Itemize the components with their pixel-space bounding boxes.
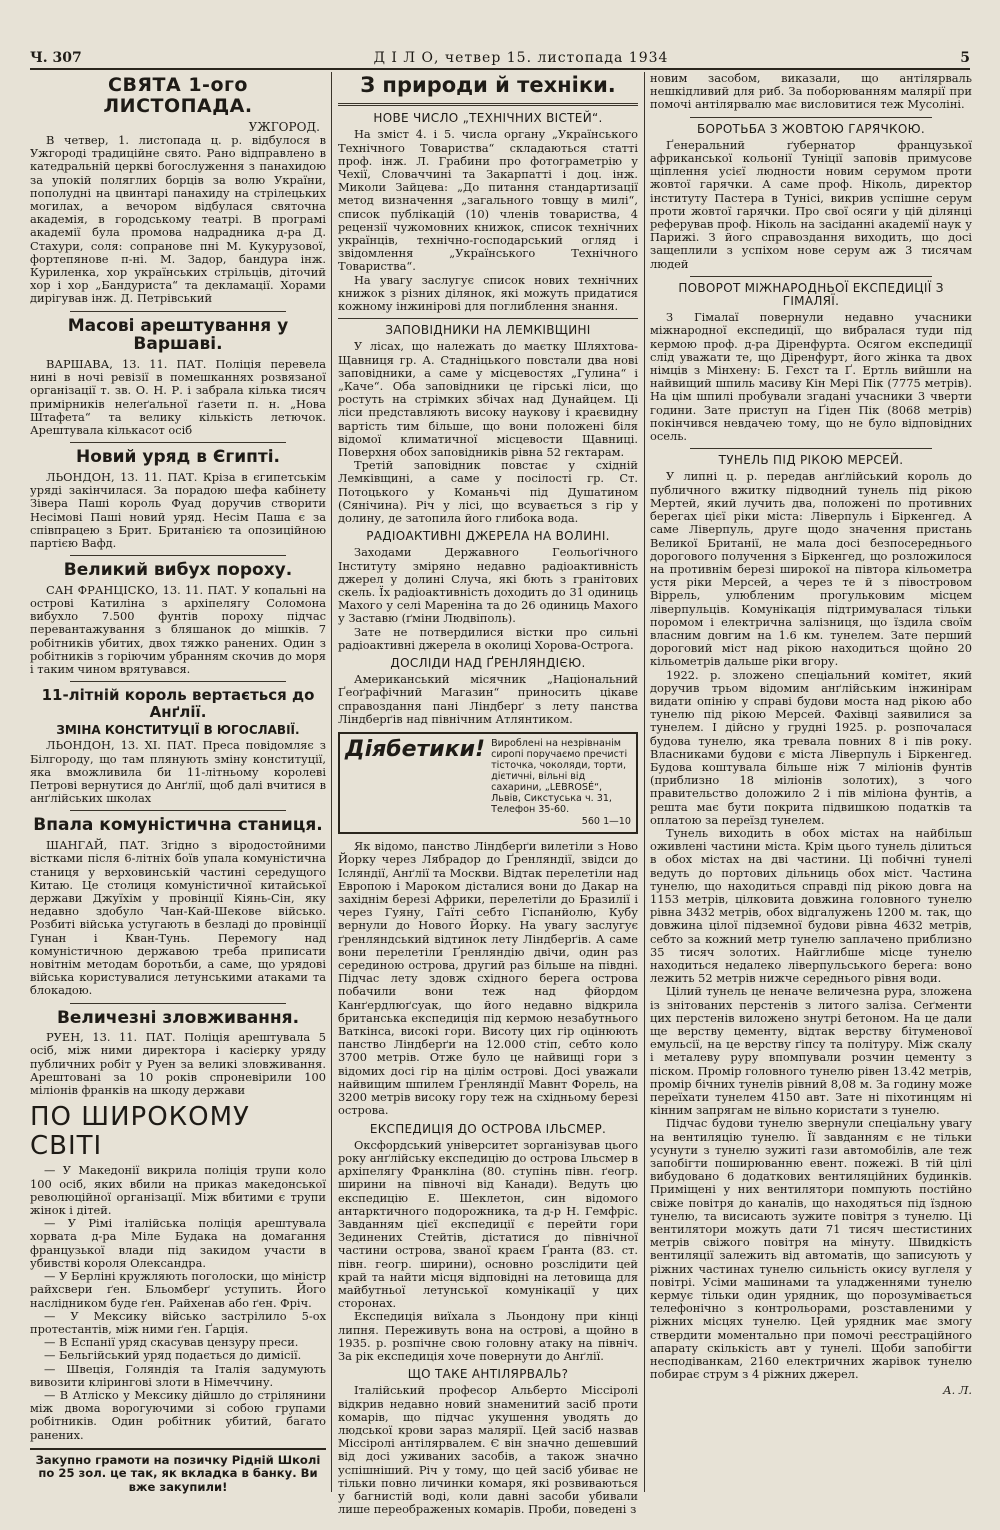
article-text: Як відомо, панство Ліндберґи вилетіли з Ново Йорку через Лябрадор до Ґренляндії, звідси до Ісляндії, Анґлії та Москви. Відтак перелетіли над Европою і Мароком дісталися вони до Дакар на західнім березі Африки, перелетіли до Бразилії і через Гуяну, Гаїті себто Гіспанйолю, Кубу вернули до Нового Йорку. На увагу заслугує ґренляндський відтинок лету Ліндберґів. А саме вони перелетіли Ґренляндію двічи, один раз серединою острова, другий раз більше на півдні. Підчас лету здовж східного берега острова побачили вони теж над фйордом Канґердлюґсуак, що його недавно відкрила британська експедиція під кермою незабутнього Ваткінса, високі гори. Висоту цих гір оцінюють панство Ліндберґи на 12.000 стіп, себто коло 3700 метрів. Отже було це найвищі гори з відомих досі гір на цілім острові. Досі уважали найвищим шпилем Ґренляндії Мавнт Форель, на 3200 метрів високу гору теж на східньому березі острова.: [338, 839, 638, 1118]
article-text: У липні ц. р. передав анґлійський король до публичного вжитку підводний тунель під рікою Мертей, який лучить два, положені по противних берегах цієї ріки міста: Ліверпуль і Біркенгед. А саме Ліверпуль, друге щодо значення пристань Великої Британії, не мала досі безпосереднього дорогового получення з Біркенгед, що розложилося на противнім березі широкої на півтора кільометра устя ріки Мерсей, а через те й з півостровом Віррель, улюбленим прогульковим місцем ліверпульців. Комунікація підтримувалася тільки поромом і електрична залізниця, що їздила своїм власним довгим на 1.6 км. тунелем. Зате перший дороговий міст над рікою находиться щойно 20 кільометрів дальше ріки вгору.: [650, 469, 972, 669]
article-text: ЛЬОНДОН, 13. ХІ. ПАТ. Преса повідомляє з Білгороду, що там плянують зміну конституції, яка вможливила би 11-літньому королеві Петрові вернутися до Анґлії, щоб далі вчитися в анґлійських школах: [30, 738, 326, 806]
article-text: ВАРШАВА, 13. 11. ПАТ. Поліція перевела нині в ночі ревізії в помешканнях розвязаної організації т. зв. О. Н. Р. і забрала кілька тисяч примірників нелеґальної ґазети п. н. „Нова Штафета“ та велику кількість летючок. Арештувала кількасот осіб: [30, 357, 326, 438]
ad-text: Вироблені на незрівнанім сиропі поручаємо пречисті тісточка, чоколяди, торти, дієтичні, вільні від сахарини, „LEBROSÉ“, Львів, Сикстуська ч. 31, Телефон 35-60.: [491, 738, 628, 816]
advertisement: [338, 732, 638, 834]
column-3: [650, 72, 972, 1502]
article-text: Оксфордський університет зорганізував цього року анґлійську експедицію до острова Ільсмер в архіпелягу Франкліна (80. ступінь півн. ґеогр. ширини на півночі від Канади). Ведуть цю експедицію Е. Шеклетон, син відомого антарктичного подорожника, та д-р Н. Гемфріс. Завданням цієї експедиції є перейти гори Зединених Стейтів, дістатися до північної частини острова, званої краєм Ґранта (83. ст. півн. геогр. ширини), основно розслідити цей край та найти місця відповідні на летовища для майбутньої летунської комунікації у цих сторонах.: [338, 1137, 638, 1311]
article-text: Підчас будови тунелю звернули спеціальну увагу на вентиляцію тунелю. Її завданням є не тільки усунути з тунелю зужиті гази автомобілів, але теж запобігти поширюванню евент. пожежі. В тій цілі вибудовано 6 додаткових вентиляційних будинків. Приміщені у них вентилятори помпують постійно свіже повітря до каналів, що находяться під їздною тунелю, та висисають зужите повітря з тунелю. Ці вентилятори можуть дати 71 тисяч шестистиних метрів свіжого повітря на мінуту. Швидкість вентиляції залежить від автоматів, що записують у ріжних частинах тунелю сильність окису вуглеля у повітрі. Усіми машинами та уладженнями тунелю кермує тільки один урядник, що порозумівається телефонічно з контрольорами, розставленими у ріжних місцях тунелю. Цей урядник має змогу ствердити моментально при помочі реєстраційного апарату скількість авт у тунелі. Щоби запобігти несподіванкам, 2160 електричних жарівок тунелю побирає струм з 4 ріжних джерел.: [650, 1116, 972, 1382]
brief-item: — В Еспанії уряд скасував цензуру преси.: [44, 1335, 299, 1350]
subheading: РАДІОАКТИВНІ ДЖЕРЕЛА НА ВОЛИНІ.: [366, 529, 610, 544]
article-text: Італійський професор Альберто Міссіролі відкрив недавно новий знаменитий засіб проти комарів, що підчас укушення уводять до людської крови зараз малярії. Цей засіб назвав Міссіролі антілярвалем. Є він значно дешевший від досі уживаних засобів, а також значно успішніший. Річ у тому, що цей засіб убиває не тільки повно личинки комаря, які розвиваються у багнистій воді, коли давні засоби убивали лише переображеных комарів. Проби, поведені з: [338, 1383, 638, 1517]
school-loan-notice: Закупно грамоти на позичку Рідній Школі по 25 зол. це так, як вкладка в банку. Ви вже закупили!: [30, 1448, 326, 1495]
column-1: [30, 72, 326, 1502]
subheading: БОРОТЬБА З ЖОВТОЮ ГАРЯЧКОЮ.: [697, 121, 925, 136]
article-text: Третій заповідник повстає у східній Лемківщині, а саме у посілості гр. Ст. Потоцького у Команьчі під Душатином (Сянічина). Річ у лісі, що всувається з гір у долину, де затопила його глибока вода.: [338, 458, 638, 525]
subheading: ЕКСПЕДИЦІЯ ДО ОСТРОВА ІЛЬСМЕР.: [369, 1121, 607, 1136]
brief-item: — У Македонії викрила поліція трупи коло 100 осіб, яких вбили на приказ македонської революційної організації. Між вбитими є трупи жінок і дітей.: [30, 1163, 326, 1218]
divider: [690, 117, 932, 118]
headline: СВЯТА 1-ого ЛИСТОПАДА.: [103, 74, 253, 117]
article-text: На увагу заслугує список нових технічних книжок з різних ділянок, які можуть придатися кожному інжинірові для поглиблення знання.: [338, 272, 638, 313]
page-number: 5: [960, 50, 970, 66]
article-text: Зате не потвердилися вістки про сильні радіоактивні джерела в околиці Хорова-Острога.: [338, 624, 638, 652]
article-text: В четвер, 1. листопада ц. р. відбулося в Ужгороді традиційне свято. Рано відправлено в катедральній церкві богослуження з панахидою за упокій поляглих борців за волю України, пополудні на цвинтарі панахиду на стрілецьких могилах, а вечором відбулася святочна академія, в городському театрі. В програмі академії була промова надрадника д-ра Д. Стахури, соля: сопранове пні М. Кукурузової, фортепянове п-ні. М. Задор, бандура інж. Куриленка, хор українських стрільців, діточий хор і хор „Бандуриста“ та декламації. Хорами дирігував інж. Д. Петрівський: [30, 132, 326, 306]
subheading: ЩО ТАКЕ АНТІЛЯРВАЛЬ?: [407, 1367, 569, 1382]
masthead-date: Д І Л О, четвер 15. листопада 1934: [373, 50, 669, 66]
page-header: [30, 44, 970, 70]
divider: [690, 448, 932, 449]
divider: [70, 1003, 286, 1004]
article-text: Заходами Державного Геольоґічного Інституту зміряно недавно радіоактивність джерел у долині Случа, які бють з гранітових скель. Їх радіоактивність доходить до 31 одиниць Махого у селі Мареніна та до 26 одиниць Махого у Заставю (ґміни Людвіполь).: [338, 545, 638, 626]
article-text: У лісах, що належать до маєтку Шляхтова-Щавниця гр. А. Стадніцького повстали два нові заповідники, а саме у місцевостях „Гулина“ і „Каче“. Оба заповідники це гірські ліси, що ростуть на стрімких збічах над Дунайцем. Ці ліси представляють високу наукову і краєвидну вартість тим більше, що вони положені біля відомої климатичної місцевости Щавниці. Поверхня обох заповідників рівна 52 гектарам.: [338, 339, 638, 459]
article-text: Тунель виходить в обох містах на найбільш оживлені частини міста. Крім цього тунель ділиться в обох містах на дві частини. Ці побічні тунелі ведуть до портових дільниць обох міст. Частина тунелю, що находиться справді під рікою довга на 1153 метрів, цілковита довжина головного тунелю рівна 3432 метрів, обох відгалужень 1200 м. так, що довжина цілої підземної будови рівна 4632 метрів, себто за кожний метр тунелю заплачено приблизно 35 тисяч золотих. Найглибше місце тунелю находиться недалеко ліверпульського берега: воно лежить 52 метрів нижче середнього рівня води.: [650, 825, 972, 986]
section-title: З природи й техніки.: [360, 73, 616, 97]
article-text: З Гімалаї повернули недавно учасники міжнародної експедиції, що вибралася туди під кермою проф. д-ра Діренфурта. Осягом експедиції слід уважати те, що Діренфурт, його жінка та двох німців з Мінхену: Б. Гехст та Ґ. Ертль вийшли на найвищий шпиль масиву Кін Мері Пік (7775 метрів). На цім шпилі пробували згадані учасники 3 чверти години. Зате приступ на Ґіден Пік (8068 метрів) покінчився невдачею тому, що не було відповідних осель.: [650, 310, 972, 444]
subheading: ДОСЛІДИ НАД ҐРЕНЛЯНДІЄЮ.: [390, 656, 586, 671]
subheadline: ЗМІНА КОНСТИТУЦІЇ В ЮГОСЛАВІЇ.: [56, 723, 300, 738]
headline: 11-літній король вертається до Анґлії.: [41, 686, 315, 721]
news-briefs: [30, 1164, 326, 1441]
divider: [70, 311, 286, 312]
article-text: Експедиція виїхала з Льондону при кінці липня. Переживуть вона на острові, а щойно в 1935. р. розпічне свою головну атаку на північ. За рік експедиція хоче повернути до Анґлії.: [338, 1309, 638, 1363]
article-text: ШАНГАЙ, ПАТ. Згідно з віродостойними вістками після 6-літніх боїв упала комуністична станиця у верховинській частині середущого Китаю. Це столиця комуністичної китайської держави Джуїхім у провінції Кіянь-Сін, яку недавно здобуло Чан-Кай-Шекове військо. Розбиті війська устугають в безладі до провінції Гунан і Кван-Тунь. Перемогу над комуністичною державою треба приписати новітнім методам боротьби, а саме, що урядові війська користувалися летунськими атаками та блокадою.: [30, 838, 326, 998]
subheading: ЗАПОВІДНИКИ НА ЛЕМКІВЩИНІ: [385, 323, 591, 338]
dateline: УЖГОРОД.: [248, 119, 320, 134]
article-text: ЛЬОНДОН, 13. 11. ПАТ. Кріза в єгипетськім уряді закінчилася. За порадою шефа кабінету Зівера Паші король Фуад доручив створити Несімові Паші новий уряд. Несім Паша є за співпрацею з Брит. Британією та опозиційною партією Вафд.: [30, 469, 326, 550]
article-text: Американський місячник „Національний Ґеоґрафічний Магазин“ приносить цікаве справоздання пані Ліндберґ з лету панства Ліндберґів над північним Атлянтиком.: [338, 672, 638, 726]
article-text: 1922. р. зложено спеціальний комітет, який доручив трьом відомим анґлійським інжинірам видати опінію у справі будови моста над рікою або тунелю під рікою Мерсей. Фахівці заявилися за тунелем. І дійсно у грудні 1925. р. розпочалася будова тунелю, яка тревала повних 8 і пів року. Власниками будови є міста Ліверпуль і Біркенгед. Будова коштувала більше ніж 7 міліонів фунтів (приблизно 18 міліонів золотих), з чого правительство доложило 2 і пів міліона фунтів, а решта має бути покрита підвишкою податків та оплатою за переїзд тунелем.: [650, 667, 972, 827]
issue-number: Ч. 307: [30, 50, 82, 66]
brief-item: — Бельгійський уряд подається до димісії.: [44, 1348, 302, 1363]
divider: [338, 103, 638, 106]
author-signature: А. Л.: [943, 1382, 972, 1397]
article-text: Цілий тунель це неначе величезна рура, зложена із знітованих перстенів з литого заліза. Сеґменти цих перстенів виложено знутрі бетоном. На це дали ще верству цементу, відтак верству бітуменової емульсії, на це верству ґіпсу та політуру. Між скалу і металеву руру впомпували розчин цементу з піском. Промір головного тунелю рівен 13.42 метрів, промір бічних тунелів рівний 8,08 м. За годину може переїхати тунелем 4150 авт. Зате ні піхотинцям ні кінним запрягам не вільно користати з тунелю.: [650, 984, 972, 1118]
headline: Величезні зловживання.: [56, 1007, 300, 1028]
headline: Масові арештування у Варшаві.: [67, 315, 289, 355]
headline: Великий вибух пороху.: [63, 560, 293, 581]
article-text: САН ФРАНЦІСКО, 13. 11. ПАТ. У копальні на острові Катиліна з архіпелягу Соломона вибухло 7.500 фунтів пороху підчас перевантажування з бляшанок до мішків. 7 робітників убитих, двох тяжко ранених. Один з робітників з горіючим убранням скочив до моря і таким чином врятувався.: [30, 582, 326, 677]
article-text: Ґенеральний ґубернатор французької африканської кольонії Туніції заповів примусове щіплення усієї людности новим серумом проти жовтої гарячки. А саме проф. Ніколь, директор інституту Пастера в Тунісі, викрив успішне серум проти жовтої гарячки. Про свої осяги у цій ділянці реферував проф. Ніколь на засіданні академії наук у Парижі. З його справоздання виходить, що досі защеплили з успіхом нове серум аж 3 тисячам людей: [650, 137, 972, 271]
divider: [70, 681, 286, 682]
divider: [70, 555, 286, 556]
column-divider: [331, 72, 332, 1492]
article-text: РУЕН, 13. 11. ПАТ. Поліція арештувала 5 осіб, між ними директора і касієрку уряду публичних робіт у Руен за великі зловживання. Арештовані за 10 років спроневірили 100 міліонів франків на шкоду держави: [30, 1030, 326, 1098]
article-text: На зміст 4. і 5. числа органу „Українського Технічного Товариства“ складаються статті проф. інж. Л. Грабини про фотограметрію у Чехії, Словаччині та Закарпатті і доц. інж. Миколи Зайцева: „До питання стандартизації метод визначення „загального товщу в милі“, список публікацій (10) членів товариства, 4 рецензії чужомовних книжок, список технічних українців, технічно-господарський огляд і звідомлення „Українського Технічного Товариства“.: [338, 127, 638, 274]
subheading: НОВЕ ЧИСЛО „ТЕХНІЧНИХ ВІСТЕЙ“.: [373, 111, 603, 126]
article-text: новим засобом, виказали, що антілярваль нешкідливий для риб. За поборюванням малярії при помочі антілярвалю має висловитися теж Мусоліні.: [650, 71, 972, 112]
column-divider: [644, 72, 645, 1492]
column-2: [338, 72, 638, 1517]
divider: [70, 810, 286, 811]
ad-title: Діябетики!: [345, 737, 486, 763]
brief-item: — В Атліско у Мексику дійшло до стрілянини між двома ворогуючими зі собою групами робітників. Один робітник убитий, багато ранених.: [30, 1387, 326, 1442]
headline: Впала комуністична станиця.: [33, 815, 323, 836]
subheading: ПОВОРОТ МІЖНАРОДНЬОЇ ЕКСПЕДИЦІЇ З ГІМАЛЯЇ.: [678, 280, 944, 309]
ad-code: 560 1—10: [581, 816, 631, 828]
brief-item: — У Мексику військо застрілило 5-ох протестантів, між ними ґен. Ґарція.: [30, 1308, 326, 1336]
divider: [690, 276, 932, 277]
brief-item: — У Рімі італійська поліція арештувала хорвата д-ра Міле Будака на домагання французької влади під закидом участи в убивстві короля Олександра.: [30, 1216, 326, 1270]
brief-item: — Швеція, Голяндія та Італія задумують вивозити клірингові злоти в Німеччину.: [30, 1361, 326, 1389]
subheading: ТУНЕЛЬ ПІД РІКОЮ МЕРСЕЙ.: [718, 453, 904, 468]
brief-item: — У Берліні кружляють поголоски, що міністр райхсвери ґен. Бльомберґ уступить. Його наслідником буде ґен. Райхенав або ґен. Фріч.: [30, 1269, 326, 1310]
divider: [338, 318, 638, 319]
divider: [70, 442, 286, 443]
section-title: ПО ШИРОКОМУ СВІТІ: [30, 1102, 250, 1161]
headline: Новий уряд в Єгипті.: [75, 447, 281, 468]
